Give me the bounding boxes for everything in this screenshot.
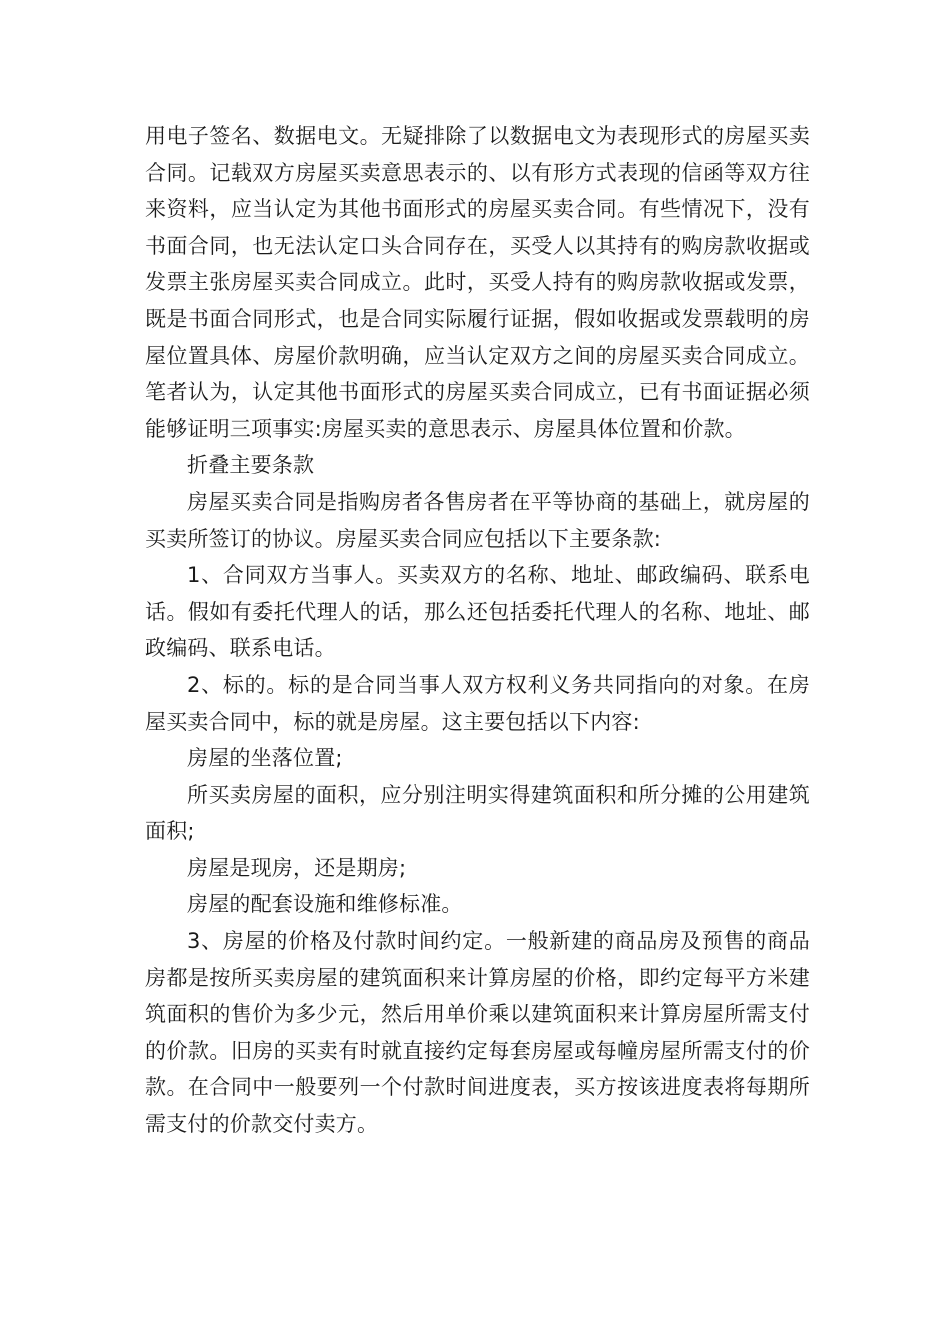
paragraph-contract-definition: 房屋买卖合同是指购房者各售房者在平等协商的基础上，就房屋的买卖所签订的协议。房屋买卖合同应包括以下主要条款: [145, 489, 810, 551]
subject-item-area: 所买卖房屋的面积，应分别注明实得建筑面积和所分摊的公用建筑面积; [145, 782, 810, 844]
paragraph-written-form-contract: 用电子签名、数据电文。无疑排除了以数据电文为表现形式的房屋买卖合同。记载双方房屋买卖意思表示的、以有形方式表现的信函等双方往来资料，应当认定为其他书面形式的房屋买卖合同。有些情况下，没有书面合同，也无法认定口头合同存在，买受人以其持有的购房款收据或发票主张房屋买卖合同成立。此时，买受人持有的购房款收据或发票，既是书面合同形式，也是合同实际履行证据，假如收据或发票载明的房屋位置具体、房屋价款明确，应当认定双方之间的房屋买卖合同成立。笔者认为，认定其他书面形式的房屋买卖合同成立，已有书面证据必须能够证明三项事实:房屋买卖的意思表示、房屋具体位置和价款。 [145, 124, 810, 441]
clause-3-price-payment: 3、房屋的价格及付款时间约定。一般新建的商品房及预售的商品房都是按所买卖房屋的建筑面积来计算房屋的价格，即约定每平方米建筑面积的售价为多少元，然后用单价乘以建筑面积来计算房屋所需支付的价款。旧房的买卖有时就直接约定每套房屋或每幢房屋所需支付的价款。在合同中一般要列一个付款时间进度表，买方按该进度表将每期所需支付的价款交付卖方。 [145, 929, 810, 1137]
subject-item-status: 房屋是现房，还是期房; [187, 855, 407, 880]
subject-item-location: 房屋的坐落位置; [187, 746, 343, 771]
clause-2-subject: 2、标的。标的是合同当事人双方权利义务共同指向的对象。在房屋买卖合同中，标的就是房屋。这主要包括以下内容: [145, 672, 810, 734]
document-body [145, 118, 810, 1143]
section-heading-main-clauses: 折叠主要条款 [187, 453, 315, 478]
clause-1-parties: 1、合同双方当事人。买卖双方的名称、地址、邮政编码、联系电话。假如有委托代理人的话，那么还包括委托代理人的名称、地址、邮政编码、联系电话。 [145, 563, 810, 661]
subject-item-facilities: 房屋的配套设施和维修标准。 [187, 892, 463, 917]
